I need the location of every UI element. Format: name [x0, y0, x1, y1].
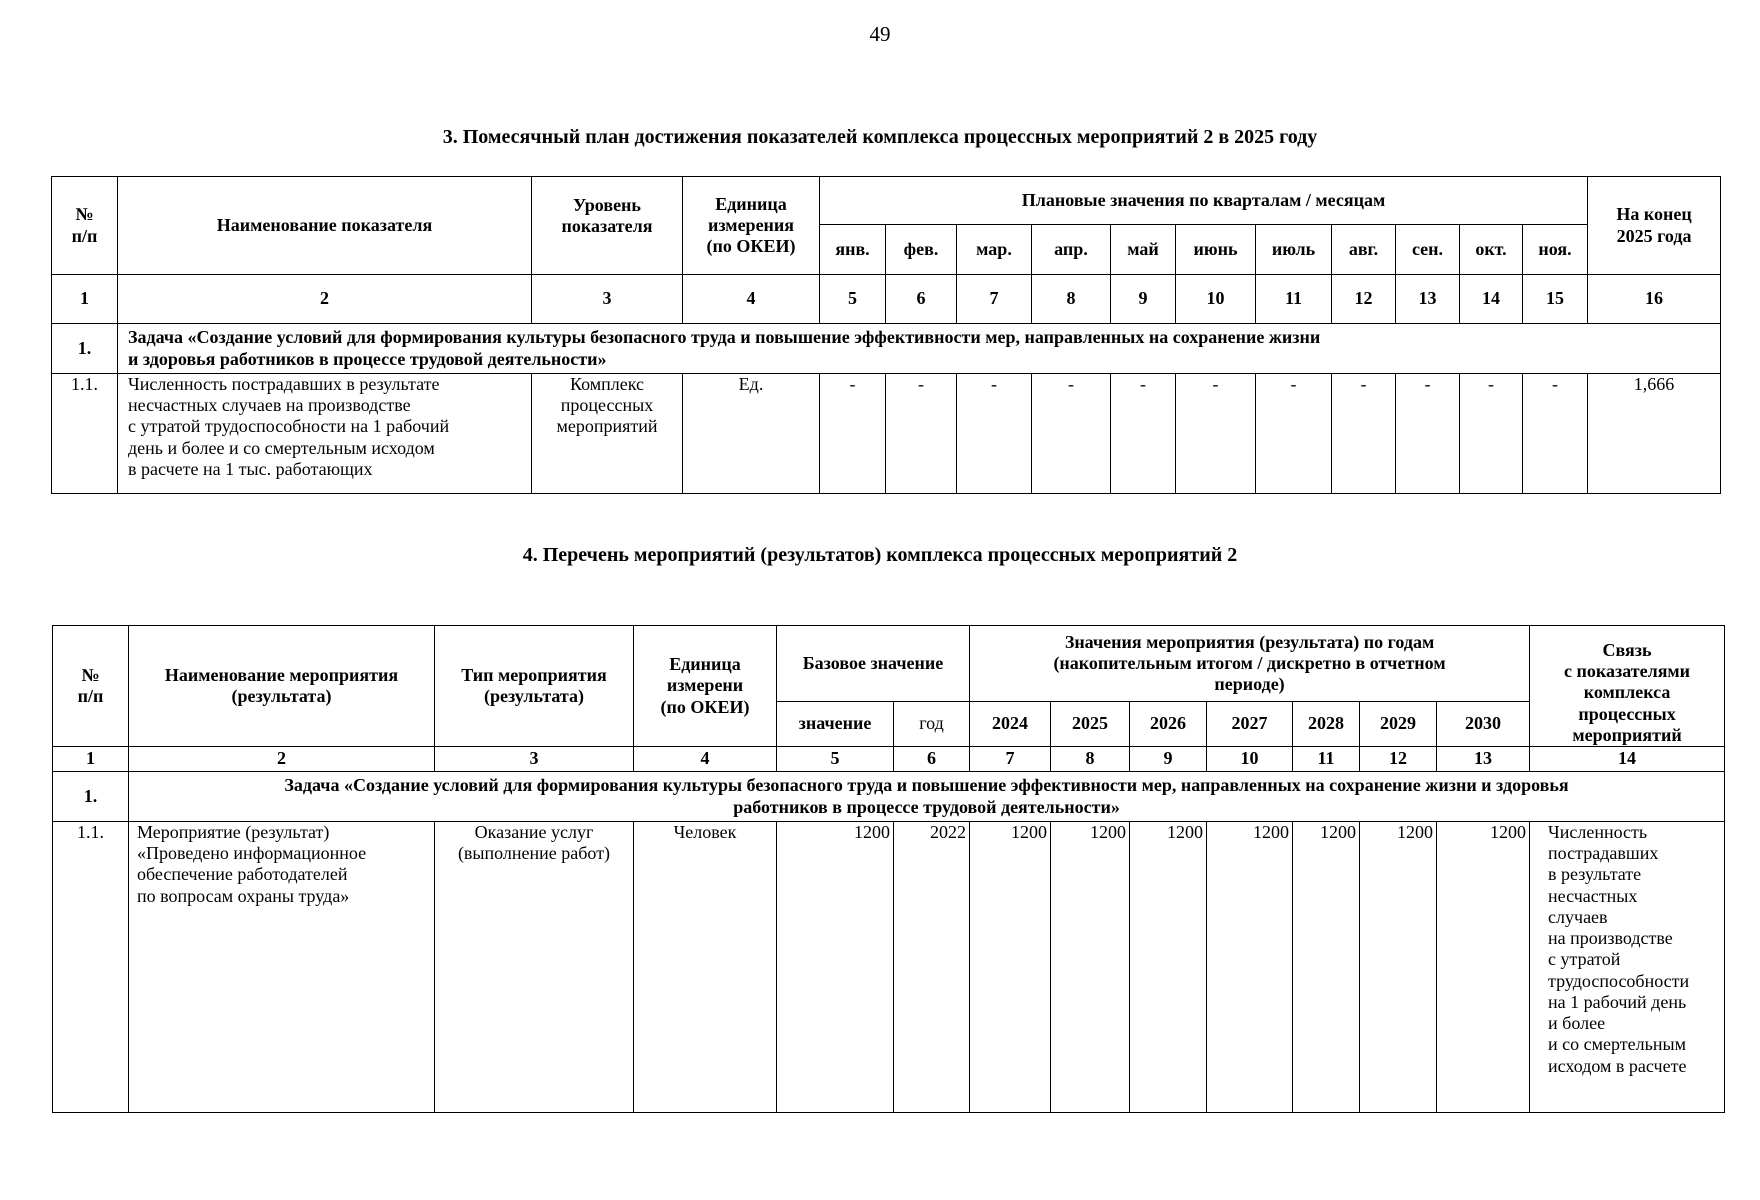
- header-month: янв.: [820, 225, 886, 275]
- task-row: [53, 772, 1725, 822]
- column-number: 10: [1176, 275, 1256, 324]
- column-number: 2: [118, 275, 532, 324]
- activities-table: [52, 625, 1725, 1113]
- header-month: июнь: [1176, 225, 1256, 275]
- column-number: 12: [1360, 747, 1437, 772]
- header-year: 2026: [1130, 702, 1207, 747]
- month-value: -: [1523, 374, 1588, 494]
- month-value: -: [1460, 374, 1523, 494]
- indicator-plan-table: [51, 176, 1721, 494]
- column-number: 14: [1530, 747, 1725, 772]
- month-value: -: [1111, 374, 1176, 494]
- column-number: 12: [1332, 275, 1396, 324]
- column-number: 6: [886, 275, 957, 324]
- month-value: -: [820, 374, 886, 494]
- column-number: 7: [957, 275, 1032, 324]
- task-text: Задача «Создание условий для формирования культуры безопасного труда и повышение эффективности мер, направленных на сохранение жизни и здоровья работников в процессе трудовой деятельности»: [129, 772, 1725, 822]
- task-text: Задача «Создание условий для формирования культуры безопасного труда и повышение эффективности мер, направленных на сохранение жизни и здоровья работников в процессе трудовой деятельности»: [118, 324, 1721, 374]
- header-base-value: Базовое значение: [777, 626, 970, 702]
- column-number: 11: [1256, 275, 1332, 324]
- page-number: 49: [869, 22, 891, 46]
- header-year: 2027: [1207, 702, 1293, 747]
- month-value: -: [1176, 374, 1256, 494]
- header-month: май: [1111, 225, 1176, 275]
- year-value: 1200: [1437, 822, 1530, 1113]
- indicator-level: Комплекс процессных мероприятий: [532, 374, 683, 494]
- header-end-of-year: На конец 2025 года: [1588, 177, 1721, 275]
- task-number: 1.: [53, 772, 129, 822]
- header-activity-type: Тип мероприятия (результата): [435, 626, 634, 747]
- column-number-row: [52, 275, 1721, 324]
- header-month: окт.: [1460, 225, 1523, 275]
- table-row: [53, 822, 1725, 1113]
- column-number: 15: [1523, 275, 1588, 324]
- header-month: ноя.: [1523, 225, 1588, 275]
- task-row: [52, 324, 1721, 374]
- header-num: № п/п: [52, 177, 118, 275]
- column-number: 5: [777, 747, 894, 772]
- column-number: 9: [1130, 747, 1207, 772]
- indicator-name: Численность пострадавших в результате несчастных случаев на производстве с утратой трудоспособности на 1 рабочий день и более и со смертельным исходом в расчете на 1 тыс. работающих: [118, 374, 532, 494]
- column-number: 9: [1111, 275, 1176, 324]
- row-number: 1.1.: [52, 374, 118, 494]
- task-number: 1.: [52, 324, 118, 374]
- header-unit: Единица измерения (по ОКЕИ): [683, 177, 820, 275]
- header-unit: Единица измерени (по ОКЕИ): [634, 626, 777, 747]
- year-value: 1200: [1207, 822, 1293, 1113]
- header-month: апр.: [1032, 225, 1111, 275]
- header-year: 2024: [970, 702, 1051, 747]
- column-number: 3: [435, 747, 634, 772]
- row-number: 1.1.: [53, 822, 129, 1113]
- header-month: мар.: [957, 225, 1032, 275]
- column-number: 7: [970, 747, 1051, 772]
- base-value: 1200: [777, 822, 894, 1113]
- year-value: 1200: [1360, 822, 1437, 1113]
- year-value: 1200: [1130, 822, 1207, 1113]
- column-number: 4: [634, 747, 777, 772]
- header-link: Связь с показателями комплекса процессных мероприятий: [1530, 626, 1725, 747]
- table2-title: 4. Перечень мероприятий (результатов) комплекса процессных мероприятий 2: [522, 544, 1238, 566]
- indicator-unit: Ед.: [683, 374, 820, 494]
- column-number: 4: [683, 275, 820, 324]
- column-number: 6: [894, 747, 970, 772]
- column-number: 8: [1032, 275, 1111, 324]
- column-number: 1: [53, 747, 129, 772]
- header-activity-name: Наименование мероприятия (результата): [129, 626, 435, 747]
- header-num: № п/п: [53, 626, 129, 747]
- column-number: 16: [1588, 275, 1721, 324]
- column-number: 8: [1051, 747, 1130, 772]
- header-month: июль: [1256, 225, 1332, 275]
- end-of-year-value: 1,666: [1588, 374, 1721, 494]
- activity-name: Мероприятие (результат) «Проведено информационное обеспечение работодателей по вопросам охраны труда»: [129, 822, 435, 1113]
- header-base-value-year: год: [894, 702, 970, 747]
- header-year: 2025: [1051, 702, 1130, 747]
- month-value: -: [1032, 374, 1111, 494]
- year-value: 1200: [970, 822, 1051, 1113]
- base-year: 2022: [894, 822, 970, 1113]
- month-value: -: [1256, 374, 1332, 494]
- header-month: сен.: [1396, 225, 1460, 275]
- header-year: 2028: [1293, 702, 1360, 747]
- linked-indicator: Численность пострадавших в результате несчастных случаев на производстве с утратой трудоспособности на 1 рабочий день и более и со смертельным исходом в расчете: [1530, 822, 1725, 1113]
- column-number: 11: [1293, 747, 1360, 772]
- header-month: фев.: [886, 225, 957, 275]
- month-value: -: [957, 374, 1032, 494]
- table-row: [52, 374, 1721, 494]
- header-planned-values: Плановые значения по кварталам / месяцам: [820, 177, 1588, 225]
- year-value: 1200: [1051, 822, 1130, 1113]
- column-number: 14: [1460, 275, 1523, 324]
- header-base-value-value: значение: [777, 702, 894, 747]
- header-year: 2029: [1360, 702, 1437, 747]
- column-number: 13: [1437, 747, 1530, 772]
- header-indicator-name: Наименование показателя: [118, 177, 532, 275]
- column-number: 13: [1396, 275, 1460, 324]
- month-value: -: [1332, 374, 1396, 494]
- column-number: 1: [52, 275, 118, 324]
- month-value: -: [1396, 374, 1460, 494]
- table1-title: 3. Помесячный план достижения показателей комплекса процессных мероприятий 2 в 2025 году: [442, 126, 1318, 148]
- column-number-row: [53, 747, 1725, 772]
- column-number: 5: [820, 275, 886, 324]
- year-value: 1200: [1293, 822, 1360, 1113]
- column-number: 3: [532, 275, 683, 324]
- header-year: 2030: [1437, 702, 1530, 747]
- month-value: -: [886, 374, 957, 494]
- header-month: авг.: [1332, 225, 1396, 275]
- activity-unit: Человек: [634, 822, 777, 1113]
- column-number: 10: [1207, 747, 1293, 772]
- header-values-by-year: Значения мероприятия (результата) по годам (накопительным итогом / дискретно в отчетном периоде): [970, 626, 1530, 702]
- activity-type: Оказание услуг (выполнение работ): [435, 822, 634, 1113]
- column-number: 2: [129, 747, 435, 772]
- header-level: Уровень показателя: [532, 177, 683, 275]
